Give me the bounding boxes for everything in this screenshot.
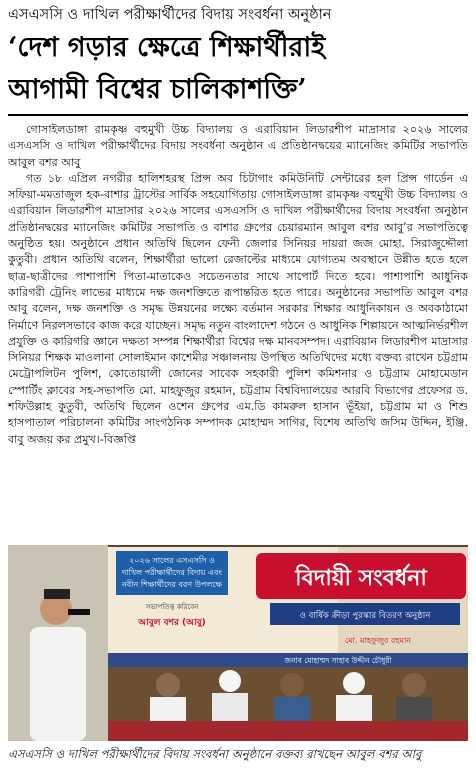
banner-subtitle: ও বার্ষিক ক্রীড়া পুরস্কার বিতরণ অনুষ্ঠান bbox=[299, 611, 431, 621]
banner-chair-name: আবুল বশর (আবু) bbox=[138, 618, 206, 628]
article-paragraph-2: গত ১৮ এপ্রিল নগরীর হালিশহরস্থ প্রিন্স অব চিটাগাং কমিউনিটি সেন্টারের হল প্রিন্স গার্ডেন এ সফিয়া-মমতাজুল হক-বাশার ট্রাস্টের সার্বিক সহযোগিতায় গোসাইলডাঙ্গা রামকৃষ্ণ বহুমুখী উচ্চ বিদ্যালয় ও এরাবিয়ান লিডারশীপ মাদ্রাসার ২০২৬ সালের এসএসসি ও দাখিল পরীক্ষার্থীদের বিদায় সংবর্ধনা অনুষ্ঠান প্রতিষ্ঠানদ্বয়ের ম্যানেজিং কমিটির সভাপতি ও বাশার গ্রুপের চেয়ারম্যান আবুল বশর আবু’র সভাপতিত্বে অনুষ্ঠিত হয়। অনুষ্ঠানে প্রধান অতিথি ছিলেন ফেনী জেলার সিনিয়র দায়রা জজ মোহা. সিরাজুদ্দৌলা কুতুবী। প্রধান অতিথি বলেন, শিক্ষার্থীরা ভালো রেজাল্টের মাধ্যমে যোগ্যতম অবস্থানে উন্নীত হতে হলে ছাত্র-ছাত্রীদের পাশাপাশি পিতা-মাতাকেও সচেতনতার সাথে সাপোর্ট দিতে হবে। পাশাপাশি আধুনিক কারিগরী ট্রেনিং লাভের মাধ্যমে দক্ষ জনশক্তিতে রূপান্তরিত হতে পারে। অনুষ্ঠানের সভাপতি আবুল বশর আবু বলেন, দক্ষ জনশক্তি ও সমৃদ্ধ উন্নয়নের লক্ষ্যে বর্তমান সরকার শিক্ষার আধুনিকায়ন ও অবকাঠামো নির্মাণে নিরলসভাবে কাজ করে যাচ্ছেন। সমৃদ্ধ নতুন বাংলাদেশ গঠনে ও আধুনিক শিল্পায়নে আত্মনির্ভরশীল প্রযুক্তি ও কারিগরি জ্ঞানে দক্ষতা সম্পন্ন শিক্ষার্থীরা বিশ্বের দক্ষ মানবসম্পদ। এরাবিয়ান লিডারশীপ মাদ্রাসার সিনিয়র শিক্ষক মাওলানা সোলাইমান কাশেমীর সঞ্চালনায় উপস্থিত অতিথিদের মধ্যে বক্তব্য রাখেন চট্টগ্রাম মেট্রোপলিটন পুলিশ, কোতোয়ালী জোনের সাবেক সহকারী পুলিশ কমিশনার ও চট্টগ্রাম মোহামেডান স্পোর্টিং ক্লাবের সহ-সভাপতি মো. মাহফুজুর রহমান, চট্টগ্রাম বিশ্ববিদ্যালয়ের আরবি বিভাগের প্রফেসর ড. শফিউল্লাহ কুতুবী, অতিথি ছিলেন ওশেন গ্রুপের এম.ডি কামরুল হাসান ভূঁইয়া, চট্টগ্রাম মা ও শিশু হাসপাতাল পরিচালনা কমিটির সাংগঠনিক সম্পাদক মোহাম্মদ সাগির, বিশেষ অতিথি জসিম উদ্দিন, ইঞ্জি. বাবু অজয় কর প্রমুখ।-বিজ্ঞপ্তি bbox=[8, 171, 468, 446]
article-paragraph-1: গোসাইলডাঙ্গা রামকৃষ্ণ বহুমুখী উচ্চ বিদ্যালয় ও এরাবিয়ান লিডারশীপ মাদ্রাসার ২০২৬ সালের এসএসসি ও দাখিল পরীক্ষার্থীদের বিদায় সংবর্ধনা অনুষ্ঠান এ প্রতিষ্ঠানদ্বয়ের ম্যানেজিং কমিটির সভাপতি আবুল বশর আবু bbox=[8, 123, 468, 169]
article-body bbox=[8, 122, 468, 448]
headline-line-1: ‘দেশ গড়ার ক্ষেত্রে শিক্ষার্থীরাই bbox=[8, 32, 326, 63]
headline-rule bbox=[8, 114, 468, 116]
headline-line-2: আগামী বিশ্বের চালিকাশক্তি’ bbox=[8, 74, 307, 105]
microphone bbox=[68, 609, 90, 615]
banner-left-line-2: দাখিল পরীক্ষার্থীদের বিদায় এবং bbox=[122, 568, 222, 577]
event-photo bbox=[8, 545, 468, 741]
article-kicker: এসএসসি ও দাখিল পরীক্ষার্থীদের বিদায় সংবর্ধনা অনুষ্ঠান bbox=[8, 7, 332, 23]
banner-chair-label: সভাপতিত্ব করিবেন bbox=[145, 603, 199, 611]
photo-caption: এসএসসি ও দাখিল পরীক্ষার্থীদের বিদায় সংবর্ধনা অনুষ্ঠানে বক্তব্য রাখছেন আবুল বশর আবু bbox=[8, 747, 422, 761]
banner-guest-name: মো. মাহফুজুর রহমান bbox=[344, 636, 412, 645]
banner-left-line-1: ২০২৬ সালের এসএসসি ও bbox=[129, 556, 215, 565]
speaker-body bbox=[30, 627, 86, 741]
banner-left-line-3: নবীন শিক্ষার্থীদের বরণ উপলক্ষে bbox=[121, 580, 223, 589]
banner-title: বিদায়ী সংবর্ধনা bbox=[295, 566, 427, 591]
banner-bottom-name: জনাব মোহাম্মদ সাহাব উদ্দীন চৌধুরী bbox=[284, 656, 392, 665]
